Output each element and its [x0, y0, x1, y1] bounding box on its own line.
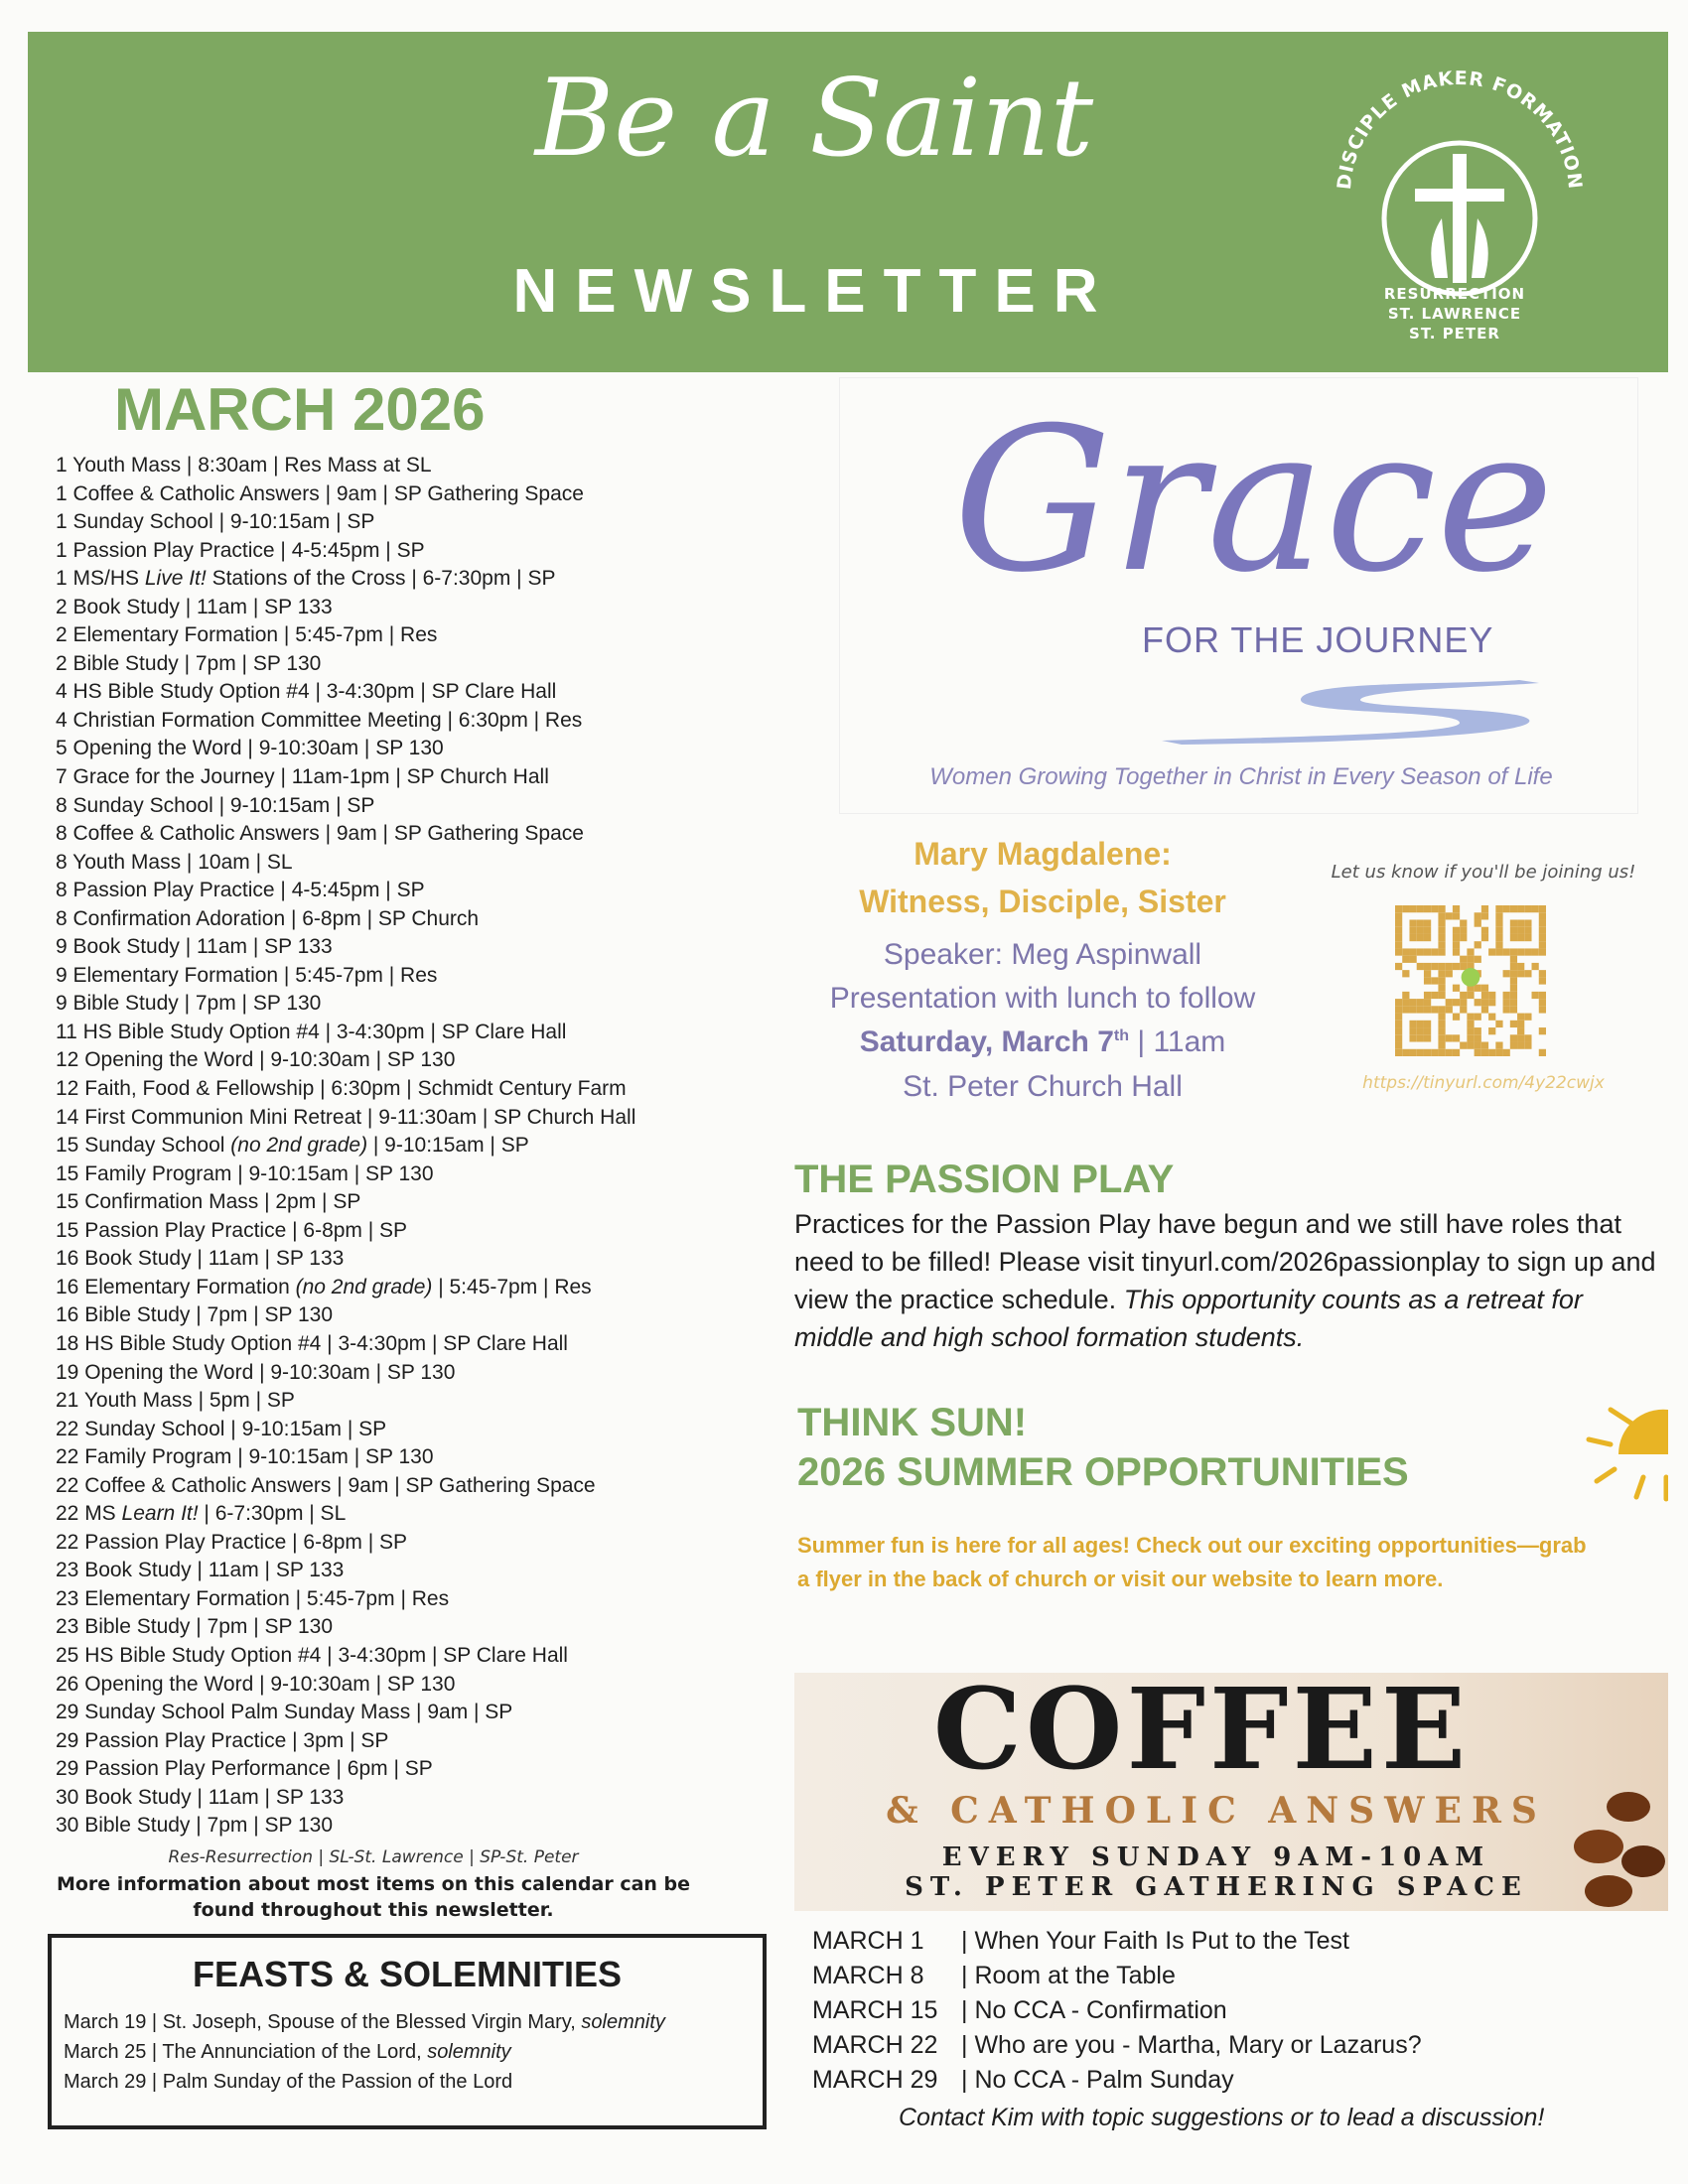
calendar-item-text: 16 Elementary Formation — [56, 1275, 296, 1298]
coffee-topic-item — [812, 2028, 1656, 2063]
calendar-item-text: 30 Book Study | 11am | SP 133 — [56, 1785, 345, 1809]
coffee-time: EVERY SUNDAY 9AM-10AM — [941, 1843, 1491, 1872]
calendar-item — [56, 621, 751, 650]
calendar-item — [56, 1671, 751, 1700]
calendar-item-text: | 9-10:15am | SP — [367, 1134, 529, 1158]
calendar-item — [56, 1727, 751, 1756]
calendar-item — [56, 1642, 751, 1671]
calendar-item-text: | 6-7:30pm | SL — [198, 1502, 347, 1526]
calendar-item — [56, 792, 751, 821]
newsletter-title: NEWSLETTER — [512, 257, 1116, 326]
passion-play-body — [794, 1205, 1668, 1356]
calendar-item-text: 8 Youth Mass | 10am | SL — [56, 850, 293, 874]
coffee-topics-list — [812, 1924, 1656, 2098]
calendar-item — [56, 1755, 751, 1784]
calendar-item-text: 19 Opening the Word | 9-10:30am | SP 130 — [56, 1360, 456, 1384]
calendar-item-text: 16 Book Study | 11am | SP 133 — [56, 1247, 345, 1271]
calendar-item-text: 30 Bible Study | 7pm | SP 130 — [56, 1814, 334, 1838]
coffee-topic-title: | No CCA - Confirmation — [961, 1996, 1227, 2024]
calendar-item-emphasis: (no 2nd grade) — [230, 1134, 368, 1158]
calendar-item-text: 14 First Communion Mini Retreat | 9-11:30am | SP Church Hall — [56, 1105, 636, 1129]
calendar-item — [56, 1359, 751, 1388]
think-sun-heading: THINK SUN! — [797, 1401, 1028, 1444]
calendar-item — [56, 594, 751, 622]
coffee-contact-note: Contact Kim with topic suggestions or to lead a discussion! — [899, 2104, 1545, 2131]
feast-rank: solemnity — [581, 2011, 665, 2033]
calendar-item-text: 15 Confirmation Mass | 2pm | SP — [56, 1190, 361, 1214]
calendar-item-text: 2 Bible Study | 7pm | SP 130 — [56, 651, 322, 675]
calendar-item — [56, 735, 751, 763]
calendar-item — [56, 1132, 751, 1160]
calendar-item — [56, 1104, 751, 1133]
feasts-title: FEASTS & SOLEMNITIES — [192, 1954, 623, 1994]
summer-body: Summer fun is here for all ages! Check out our exciting opportunities—grab a flyer in the back of church or visit our website to learn more. — [797, 1533, 1587, 1591]
newsletter-script-title: Be a Saint — [534, 57, 1094, 181]
coffee-topic-date: MARCH 1 — [812, 1927, 924, 1955]
calendar-legend: Res-Resurrection | SL-St. Lawrence | SP-St. Peter — [168, 1847, 579, 1867]
calendar-item-emphasis: (no 2nd grade) — [295, 1275, 433, 1298]
calendar-item-text: 8 Coffee & Catholic Answers | 9am | SP Gathering Space — [56, 822, 584, 846]
calendar-item — [56, 565, 751, 594]
calendar-item-text: 12 Faith, Food & Fellowship | 6:30pm | Schmidt Century Farm — [56, 1077, 627, 1101]
calendar-item-text: 2 Elementary Formation | 5:45-7pm | Res — [56, 623, 438, 647]
grace-script-title: Grace — [953, 385, 1554, 616]
coffee-topic-item — [812, 1959, 1656, 1993]
calendar-item — [56, 1330, 751, 1359]
event-title-line1: Mary Magdalene: — [914, 836, 1172, 872]
calendar-item-text: 15 Passion Play Practice | 6-8pm | SP — [56, 1218, 408, 1242]
calendar-item-text: 26 Opening the Word | 9-10:30am | SP 130 — [56, 1672, 456, 1696]
coffee-topic-date: MARCH 15 — [812, 1996, 938, 2024]
coffee-topic-item — [812, 1993, 1656, 2028]
calendar-month-heading: MARCH 2026 — [114, 376, 486, 443]
calendar-item — [56, 1274, 751, 1302]
calendar-item — [56, 1585, 751, 1614]
calendar-item — [56, 1812, 751, 1841]
sun-icon — [1549, 1390, 1668, 1504]
calendar-item — [56, 1557, 751, 1585]
calendar-item — [56, 452, 751, 480]
calendar-item-text: 8 Passion Play Practice | 4-5:45pm | SP — [56, 879, 425, 902]
coffee-schedule — [794, 1843, 1638, 1902]
calendar-item-text: 16 Bible Study | 7pm | SP 130 — [56, 1303, 334, 1327]
calendar-item-text: 9 Elementary Formation | 5:45-7pm | Res — [56, 963, 438, 987]
coffee-topic-title: | Room at the Table — [961, 1962, 1176, 1989]
calendar-item — [56, 1160, 751, 1189]
coffee-topic-item — [812, 2063, 1656, 2098]
coffee-topic-date: MARCH 22 — [812, 2031, 938, 2059]
calendar-item-text: 1 Youth Mass | 8:30am | Res Mass at SL — [56, 454, 432, 477]
feast-rank: solemnity — [427, 2041, 511, 2063]
calendar-item — [56, 1387, 751, 1416]
coffee-topic-title: | Who are you - Martha, Mary or Lazarus? — [961, 2031, 1422, 2059]
feast-date: March 19 — [64, 2011, 147, 2033]
parish-name: ST. LAWRENCE — [1387, 305, 1522, 323]
passion-play-italic-text: This opportunity counts as a retreat for middle and high school formation students. — [794, 1285, 1583, 1352]
calendar-item-text: 22 MS — [56, 1502, 122, 1526]
calendar-item — [56, 962, 751, 991]
calendar-item — [56, 905, 751, 934]
calendar-item-text: 11 HS Bible Study Option #4 | 3-4:30pm | SP Clare Hall — [56, 1020, 567, 1043]
passion-play-text: Practices for the Passion Play have begun and we still have roles that need to be filled! Please visit tinyurl.com/2026passionplay to sign up and view the practice schedule. — [794, 1209, 1656, 1314]
calendar-item — [56, 877, 751, 905]
calendar-item-text: 5 Opening the Word | 9-10:30am | SP 130 — [56, 737, 444, 760]
coffee-topic-title: | No CCA - Palm Sunday — [961, 2066, 1234, 2094]
calendar-item — [56, 820, 751, 849]
calendar-item — [56, 1500, 751, 1529]
calendar-item — [56, 537, 751, 566]
calendar-item — [56, 1784, 751, 1813]
calendar-item — [56, 990, 751, 1019]
calendar-item-text: 2 Book Study | 11am | SP 133 — [56, 595, 333, 618]
event-place: St. Peter Church Hall — [903, 1070, 1183, 1103]
event-speaker: Speaker: Meg Aspinwall — [883, 938, 1202, 971]
calendar-item-text: | 5:45-7pm | Res — [432, 1275, 592, 1298]
feast-text: The Annunciation of the Lord, — [162, 2041, 428, 2063]
calendar-item — [56, 763, 751, 792]
grace-subtitle: FOR THE JOURNEY — [1142, 619, 1494, 660]
calendar-item — [56, 1075, 751, 1104]
calendar-item-text: 22 Coffee & Catholic Answers | 9am | SP Gathering Space — [56, 1473, 596, 1497]
calendar-item-text: 8 Confirmation Adoration | 6-8pm | SP Church — [56, 906, 480, 930]
feasts-box — [48, 1934, 767, 2129]
calendar-item-text: 23 Elementary Formation | 5:45-7pm | Res — [56, 1586, 450, 1610]
passion-play-heading: THE PASSION PLAY — [794, 1158, 1175, 1201]
calendar-item-text: 22 Sunday School | 9-10:15am | SP — [56, 1417, 387, 1440]
coffee-location: ST. PETER GATHERING SPACE — [905, 1872, 1528, 1902]
calendar-item-text: 29 Passion Play Performance | 6pm | SP — [56, 1757, 433, 1781]
calendar-item-text: 8 Sunday School | 9-10:15am | SP — [56, 793, 375, 817]
event-lunch: Presentation with lunch to follow — [829, 982, 1256, 1015]
calendar-item-text: 21 Youth Mass | 5pm | SP — [56, 1389, 295, 1413]
feast-date: March 29 — [64, 2071, 147, 2093]
calendar-item — [56, 1188, 751, 1217]
rsvp-prompt: Let us know if you'll be joining us! — [1331, 862, 1636, 883]
calendar-item-text: 29 Sunday School Palm Sunday Mass | 9am | SP — [56, 1701, 513, 1724]
calendar-item-text: Stations of the Cross | 6-7:30pm | SP — [206, 567, 556, 591]
event-date-sup: th — [1113, 1027, 1130, 1044]
feast-item: March 19 | St. Joseph, Spouse of the Blessed Virgin Mary, solemnity — [64, 2011, 665, 2033]
coffee-topic-title: | When Your Faith Is Put to the Test — [961, 1927, 1349, 1955]
feast-item: March 25 | The Annunciation of the Lord, solemnity — [64, 2041, 511, 2063]
parish-name: ST. PETER — [1409, 325, 1500, 342]
calendar-item — [56, 1416, 751, 1444]
calendar-item-text: 12 Opening the Word | 9-10:30am | SP 130 — [56, 1048, 456, 1072]
calendar-item-text: 1 Coffee & Catholic Answers | 9am | SP Gathering Space — [56, 481, 584, 505]
calendar-item — [56, 1217, 751, 1246]
river-graphic — [1162, 675, 1539, 745]
coffee-subtitle: & CATHOLIC ANSWERS — [886, 1790, 1547, 1832]
calendar-item-text: 29 Passion Play Practice | 3pm | SP — [56, 1728, 389, 1752]
parish-name: RESURRECTION — [1383, 285, 1526, 303]
calendar-item — [56, 650, 751, 679]
calendar-item-emphasis: Learn It! — [121, 1502, 199, 1526]
feast-item: March 29 | Palm Sunday of the Passion of the Lord — [64, 2071, 513, 2093]
calendar-item-text: 1 Sunday School | 9-10:15am | SP — [56, 510, 375, 534]
calendar-item-text: 9 Bible Study | 7pm | SP 130 — [56, 992, 322, 1016]
rsvp-qr-code[interactable] — [1395, 905, 1546, 1056]
coffee-topic-item — [812, 1924, 1656, 1959]
event-time: | 11am — [1129, 1025, 1226, 1058]
event-date — [784, 1024, 1301, 1061]
calendar-item-text: 7 Grace for the Journey | 11am-1pm | SP Church Hall — [56, 765, 549, 789]
summer-heading: 2026 SUMMER OPPORTUNITIES — [797, 1450, 1409, 1494]
calendar-item — [56, 849, 751, 878]
feast-date: March 25 — [64, 2041, 147, 2063]
calendar-item — [56, 1443, 751, 1472]
event-title-line2: Witness, Disciple, Sister — [859, 884, 1226, 919]
calendar-item-text: 15 Sunday School — [56, 1134, 231, 1158]
feast-text: St. Joseph, Spouse of the Blessed Virgin Mary, — [162, 2011, 582, 2033]
coffee-topic-date: MARCH 8 — [812, 1962, 924, 1989]
calendar-item — [56, 1472, 751, 1501]
grace-tagline: Women Growing Together in Christ in Every Season of Life — [929, 763, 1553, 790]
calendar-item-text: 15 Family Program | 9-10:15am | SP 130 — [56, 1161, 434, 1185]
calendar-item-text: 18 HS Bible Study Option #4 | 3-4:30pm | SP Clare Hall — [56, 1331, 568, 1355]
calendar-item-text: 23 Bible Study | 7pm | SP 130 — [56, 1615, 334, 1639]
calendar-item-text: 1 MS/HS — [56, 567, 145, 591]
calendar-item — [56, 1699, 751, 1727]
calendar-item — [56, 1301, 751, 1330]
calendar-item-text: 4 HS Bible Study Option #4 | 3-4:30pm | SP Clare Hall — [56, 680, 557, 704]
calendar-item — [56, 678, 751, 707]
calendar-item — [56, 1046, 751, 1075]
calendar-item-text: 23 Book Study | 11am | SP 133 — [56, 1559, 345, 1582]
rsvp-url-link[interactable]: https://tinyurl.com/4y22cwjx — [1362, 1073, 1605, 1093]
calendar-item-text: 25 HS Bible Study Option #4 | 3-4:30pm | SP Clare Hall — [56, 1643, 568, 1667]
calendar-item — [56, 1529, 751, 1558]
calendar-item — [56, 933, 751, 962]
calendar-item — [56, 1613, 751, 1642]
coffee-topic-date: MARCH 29 — [812, 2066, 938, 2094]
event-date-day: Saturday, March 7 — [859, 1025, 1114, 1058]
logo-parishes — [1336, 284, 1574, 343]
coffee-title: COFFEE — [932, 1665, 1471, 1795]
feast-text: Palm Sunday of the Passion of the Lord — [162, 2071, 513, 2093]
calendar-item-text: 1 Passion Play Practice | 4-5:45pm | SP — [56, 538, 425, 562]
logo-arc-text: DISCIPLE MAKER FORMATION — [1333, 67, 1587, 192]
calendar-item — [56, 1019, 751, 1047]
calendar-item-emphasis: Live It! — [144, 567, 207, 591]
calendar-item — [56, 508, 751, 537]
calendar-item-text: 9 Book Study | 11am | SP 133 — [56, 935, 333, 959]
calendar-item-text: 4 Christian Formation Committee Meeting | 6:30pm | Res — [56, 708, 583, 732]
calendar-item-text: 22 Family Program | 9-10:15am | SP 130 — [56, 1445, 434, 1469]
calendar-item-text: 22 Passion Play Practice | 6-8pm | SP — [56, 1530, 408, 1554]
calendar-item — [56, 480, 751, 509]
calendar-item — [56, 707, 751, 736]
calendar-item — [56, 1245, 751, 1274]
calendar-note: More information about most items on this calendar can be found throughout this newsletter. — [56, 1873, 691, 1921]
calendar-list — [56, 452, 751, 1841]
